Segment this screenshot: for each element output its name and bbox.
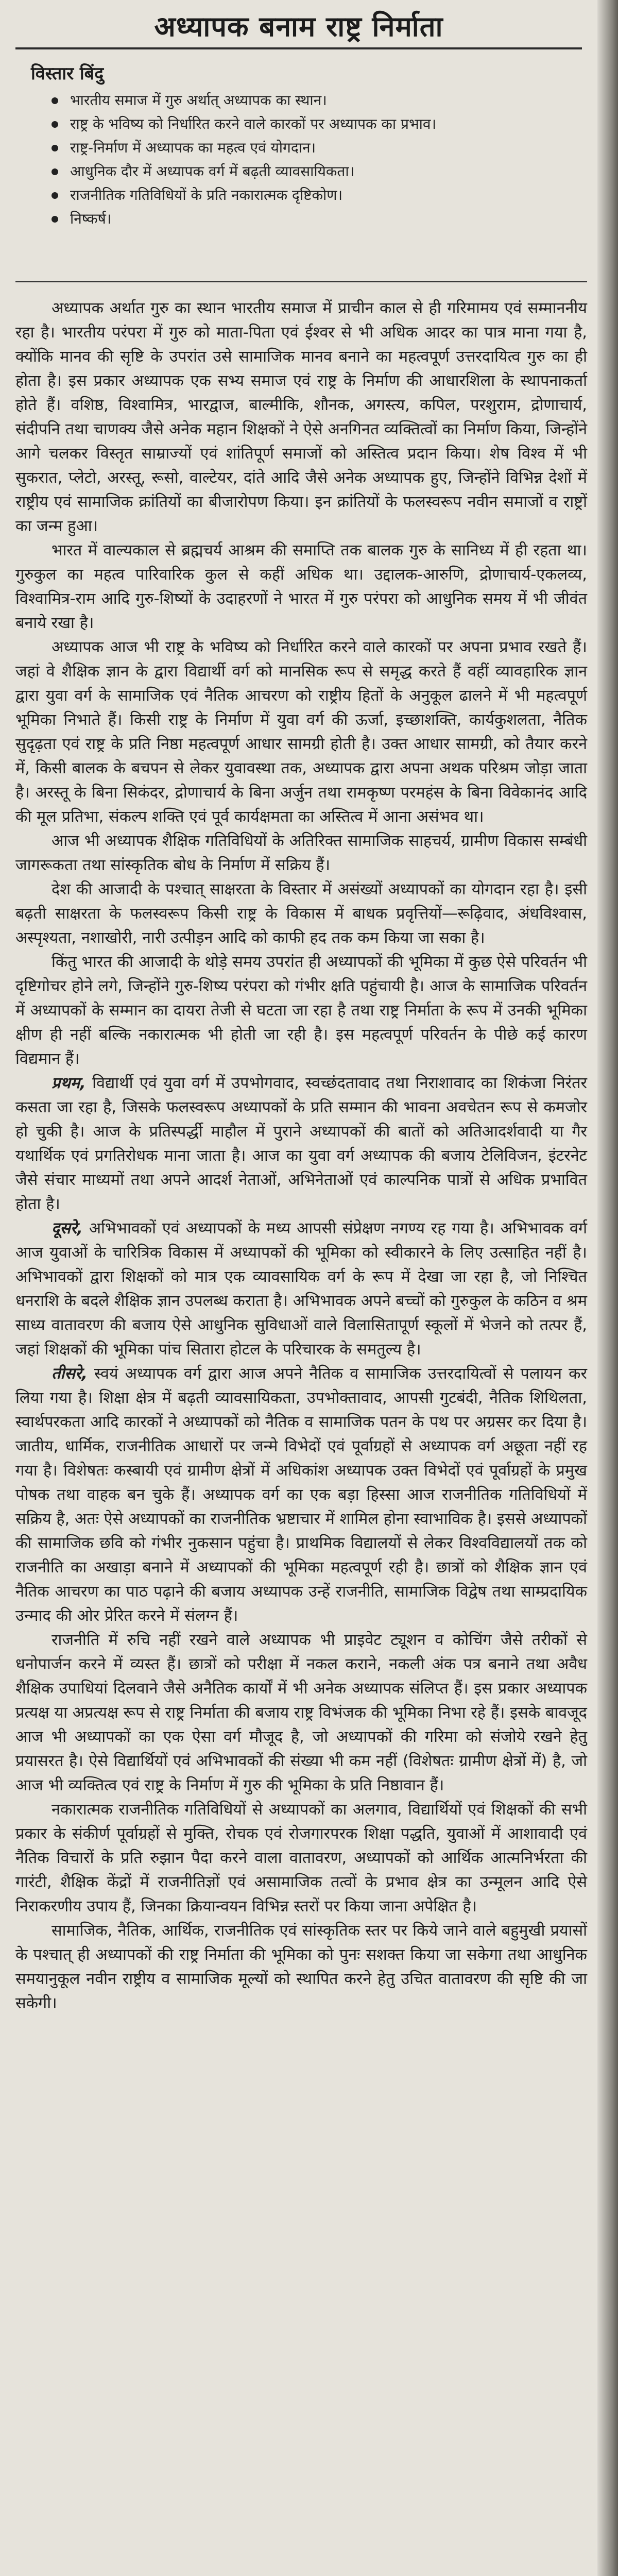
- section-paragraph: [15, 1071, 587, 1216]
- paragraph: नकारात्मक राजनीतिक गतिविधियों से अध्यापकों का अलगाव, विद्यार्थियों एवं शिक्षकों की सभी प्रकार के संकीर्ण पूर्वाग्रहों से मुक्ति, रोचक एवं रोजगारपरक शिक्षा पद्धति, युवाओं में आशावादी एवं नैतिक विचारों के प्रति रुझान पैदा करने वाला वातावरण, अध्यापकों को आर्थिक आत्मनिर्भरता की गारंटी, शैक्षिक केंद्रों में राजनीतिज्ञों एवं असामाजिक तत्वों के प्रभाव क्षेत्र का उन्मूलन आदि ऐसे निराकरणीय उपाय हैं, जिनका क्रियान्वयन विभिन्न स्तरों पर किया जाना अपेक्षित है।: [15, 1801, 587, 1916]
- paragraph: सामाजिक, नैतिक, आर्थिक, राजनीतिक एवं सांस्कृतिक स्तर पर किये जाने वाले बहुमुखी प्रयासों के पश्चात् ही अध्यापकों की राष्ट्र निर्माता की भूमिका को पुनः सशक्त किया जा सकेगा तथा आधुनिक समयानुकूल नवीन राष्ट्रीय व सामाजिक मूल्यों को स्थापित करने हेतु उचित वातावरण की सृष्टि की जा सकेगी।: [15, 1922, 587, 2012]
- section-lead: प्रथम,: [52, 1074, 86, 1092]
- outline-item-text: निष्कर्ष।: [70, 210, 112, 227]
- paragraph: देश की आजादी के पश्चात् साक्षरता के विस्तार में असंख्यों अध्यापकों का योगदान रहा है। इसी बढ़ती साक्षरता के फलस्वरूप किसी राष्ट्र के विकास में बाधक प्रवृत्तियों—रूढ़िवाद, अंधविश्वास, अस्पृश्यता, नशाखोरी, नारी उत्पीड़न आदि को काफी हद तक कम किया जा सका है।: [15, 880, 587, 947]
- outline-divider: [15, 281, 587, 282]
- section-text: स्वयं अध्यापक वर्ग द्वारा आज अपने नैतिक व सामाजिक उत्तरदायित्वों से पलायन कर लिया गया है। शिक्षा क्षेत्र में बढ़ती व्यावसायिकता, उपभोक्तावाद, आपसी गुटबंदी, नैतिक शिथिलता, स्वार्थपरकता आदि कारकों ने अध्यापकों को नैतिक व सामाजिक पतन के पथ पर अग्रसर कर दिया है। जातीय, धार्मिक, राजनीतिक आधारों पर जन्मे विभेदों एवं पूर्वाग्रहों से अध्यापक वर्ग अछूता नहीं रह गया है। विशेषतः कस्बायी एवं ग्रामीण क्षेत्रों में अधिकांश अध्यापक उक्त विभेदों एवं पूर्वाग्रहों के प्रमुख पोषक तथा वाहक बन चुके हैं। अध्यापक वर्ग का एक बड़ा हिस्सा आज राजनीतिक गतिविधियों में सक्रिय है, अतः ऐसे अध्यापकों का राजनीतिक भ्रष्टाचार में शामिल होना स्वाभाविक है। इससे अध्यापकों की सामाजिक छवि को गंभीर नुकसान पहुंचा है। प्राथमिक विद्यालयों से लेकर विश्वविद्यालयों तक को राजनीति का अखाड़ा बनाने में अध्यापकों की भूमिका महत्वपूर्ण रही है। छात्रों को शैक्षिक ज्ञान एवं नैतिक आचरण का पाठ पढ़ाने की बजाय अध्यापक उन्हें राजनीति, सामाजिक विद्वेष तथा साम्प्रदायिक उन्माद की ओर प्रेरित करने में संलग्न हैं।: [15, 1365, 587, 1625]
- section-paragraph: [15, 1216, 587, 1362]
- title-underline: [15, 47, 582, 49]
- outline-heading: विस्तार बिंदु: [31, 63, 104, 84]
- paragraph: किंतु भारत की आजादी के थोड़े समय उपरांत ही अध्यापकों की भूमिका में कुछ ऐसे परिवर्तन भी दृष्टिगोचर होने लगे, जिन्होंने गुरु-शिष्य परंपरा को गंभीर क्षति पहुंचायी है। आज के सामाजिक परिवर्तन में अध्यापकों के सम्मान का दायरा तेजी से घटता जा रहा है तथा राष्ट्र निर्माता के रूप में उनकी भूमिका क्षीण ही नहीं बल्कि नकारात्मक भी होती जा रही है। इस महत्वपूर्ण परिवर्तन के पीछे कई कारण विद्यमान हैं।: [15, 953, 587, 1068]
- outline-item: [44, 136, 559, 160]
- outline-list: [44, 89, 559, 231]
- paragraph: राजनीति में रुचि नहीं रखने वाले अध्यापक भी प्राइवेट ट्यूशन व कोचिंग जैसे तरीकों से धनोपार्जन करने में व्यस्त हैं। छात्रों को परीक्षा में नकल कराने, नकली अंक पत्र बनाने तथा अवैध शैक्षिक उपाधियां दिलवाने जैसे अनैतिक कार्यों में भी अनेक अध्यापक संलिप्त हैं। इस प्रकार अध्यापक प्रत्यक्ष या अप्रत्यक्ष रूप से राष्ट्र निर्माता की बजाय राष्ट्र विभंजक की भूमिका निभा रहे हैं। इसके बावजूद आज भी अध्यापकों का एक ऐसा वर्ग मौजूद है, जो अध्यापकों की गरिमा को संजोये रखने हेतु प्रयासरत है। ऐसे विद्यार्थियों एवं अभिभावकों की संख्या भी कम नहीं (विशेषतः ग्रामीण क्षेत्रों में) है, जो आज भी व्यक्तित्व एवं राष्ट्र के निर्माण में गुरु की भूमिका के प्रति निष्ठावान हैं।: [15, 1631, 587, 1794]
- outline-item: [44, 112, 559, 136]
- outline-item-text: भारतीय समाज में गुरु अर्थात् अध्यापक का स्थान।: [70, 92, 327, 109]
- outline-item: [44, 183, 559, 207]
- bullet-icon: [52, 145, 58, 151]
- section-lead: तीसरे,: [52, 1365, 88, 1383]
- outline-item: [44, 207, 559, 231]
- essay-body: [15, 296, 587, 2015]
- bullet-icon: [52, 192, 58, 199]
- bullet-icon: [52, 216, 58, 223]
- section-text: विद्यार्थी एवं युवा वर्ग में उपभोगवाद, स्वच्छंदतावाद तथा निराशावाद का शिकंजा निरंतर कसता जा रहा है, जिसके फलस्वरूप अध्यापकों के प्रति सम्मान की भावना अवचेतन रूप से कमजोर हो चुकी है। आज के प्रतिस्पर्द्धी माहौल में पुराने अध्यापकों की बातों को अतिआदर्शवादी या गैर यथार्थिक एवं प्रगतिरोधक माना जाता है। आज का युवा वर्ग अध्यापक की बजाय टेलिविजन, इंटरनेट जैसे संचार माध्यमों तथा अपने आदर्श नेताओं, अभिनेताओं एवं काल्पनिक पात्रों से अधिक प्रभावित होता है।: [15, 1074, 587, 1213]
- outline-item-text: राष्ट्र-निर्माण में अध्यापक का महत्व एवं योगदान।: [70, 139, 316, 156]
- paragraph: अध्यापक आज भी राष्ट्र के भविष्य को निर्धारित करने वाले कारकों पर अपना प्रभाव रखते हैं। जहां वे शैक्षिक ज्ञान के द्वारा विद्यार्थी वर्ग को मानसिक रूप से समृद्ध करते हैं वहीं व्यावहारिक ज्ञान द्वारा युवा वर्ग के सामाजिक एवं नैतिक आचरण को राष्ट्रीय हितों के अनुकूल ढालने में भी महत्वपूर्ण भूमिका निभाते हैं। किसी राष्ट्र के निर्माण में युवा वर्ग की ऊर्जा, इच्छाशक्ति, कार्यकुशलता, नैतिक सुदृढ़ता एवं राष्ट्र के प्रति निष्ठा महत्वपूर्ण आधार सामग्री होती है। उक्त आधार सामग्री, को तैयार करने में, किसी बालक के बचपन से लेकर युवावस्था तक, अध्यापक द्वारा अपना अथक परिश्रम जोड़ा जाता है। अरस्तू के बिना सिकंदर, द्रोणाचार्य के बिना अर्जुन तथा रामकृष्ण परमहंस के बिना विवेकानंद आदि की मूल प्रतिभा, संकल्प शक्ति एवं पूर्व कार्यक्षमता का अस्तित्व में आना असंभव था।: [15, 638, 587, 826]
- section-lead: दूसरे,: [52, 1219, 83, 1238]
- outline-item: [44, 89, 559, 112]
- outline-item: [44, 160, 559, 183]
- section-paragraph: [15, 1362, 587, 1628]
- outline-item-text: राजनीतिक गतिविधियों के प्रति नकारात्मक दृष्टिकोण।: [70, 187, 343, 204]
- bullet-icon: [52, 168, 58, 175]
- bullet-icon: [52, 121, 58, 128]
- outline-item-text: राष्ट्र के भविष्य को निर्धारित करने वाले कारकों पर अध्यापक का प्रभाव।: [70, 115, 437, 132]
- paragraph: भारत में वाल्यकाल से ब्रह्मचर्य आश्रम की समाप्ति तक बालक गुरु के सानिध्य में ही रहता था। गुरुकुल का महत्व पारिवारिक कुल से कहीं अधिक था। उद्दालक-आरुणि, द्रोणाचार्य-एकलव्य, विश्वामित्र-राम आदि गुरु-शिष्यों के उदाहरणों ने भारत में गुरु परंपरा को आधुनिक समय में भी जीवंत बनाये रखा है।: [15, 541, 587, 632]
- title-block: [0, 0, 597, 57]
- paragraph: आज भी अध्यापक शैक्षिक गतिविधियों के अतिरिक्त सामाजिक साहचर्य, ग्रामीण विकास सम्बंधी जागरूकता तथा सांस्कृतिक बोध के निर्माण में सक्रिय हैं।: [15, 832, 587, 874]
- bullet-icon: [52, 97, 58, 104]
- page-edge-shadow: [597, 0, 618, 2576]
- page-title: अध्यापक बनाम राष्ट्र निर्माता: [154, 10, 443, 43]
- paragraph: अध्यापक अर्थात गुरु का स्थान भारतीय समाज में प्राचीन काल से ही गरिमामय एवं सम्माननीय रहा है। भारतीय परंपरा में गुरु को माता-पिता एवं ईश्वर से भी अधिक आदर का पात्र माना गया है, क्योंकि मानव की सृष्टि के उपरांत उसे सामाजिक मानव बनाने का महत्वपूर्ण उत्तरदायित्व गुरु का ही होता है। इस प्रकार अध्यापक एक सभ्य समाज एवं राष्ट्र के निर्माण की आधारशिला के स्थापनाकर्ता होते हैं। वशिष्ठ, विश्वामित्र, भारद्वाज, बाल्मीकि, शौनक, अगस्त्य, कपिल, परशुराम, द्रोणाचार्य, संदीपनि तथा चाणक्य जैसे अनेक महान शिक्षकों ने ऐसे अनगिनत व्यक्तित्वों का निर्माण किया, जिन्होंने आगे चलकर विस्तृत साम्राज्यों एवं शांतिपूर्ण समाजों को अस्तित्व प्रदान किया। शेष विश्व में भी सुकरात, प्लेटो, अरस्तू, रूसो, वाल्टेयर, दांते आदि जैसे अनेक अध्यापक हुए, जिन्होंने विभिन्न देशों में राष्ट्रीय एवं सामाजिक क्रांतियों का बीजारोपण किया। इन क्रांतियों के फलस्वरूप नवीन समाजों व राष्ट्रों का जन्म हुआ।: [15, 299, 587, 535]
- outline-item-text: आधुनिक दौर में अध्यापक वर्ग में बढ़ती व्यावसायिकता।: [70, 163, 355, 180]
- section-text: अभिभावकों एवं अध्यापकों के मध्य आपसी संप्रेक्षण नगण्य रह गया है। अभिभावक वर्ग आज युवाओं के चारित्रिक विकास में अध्यापकों की भूमिका को स्वीकारने के लिए उत्साहित नहीं है। अभिभावकों द्वारा शिक्षकों को मात्र एक व्यावसायिक वर्ग के रूप में देखा जा रहा है, जो निश्चित धनराशि के बदले शैक्षिक ज्ञान उपलब्ध कराता है। अभिभावक अपने बच्चों को गुरुकुल के कठिन व श्रम साध्य वातावरण की बजाय ऐसे आधुनिक सुविधाओं वाले विलासितापूर्ण स्कूलों में भेजने को तत्पर हैं, जहां शिक्षकों की भूमिका पांच सितारा होटल के परिचारक के समतुल्य है।: [15, 1219, 587, 1359]
